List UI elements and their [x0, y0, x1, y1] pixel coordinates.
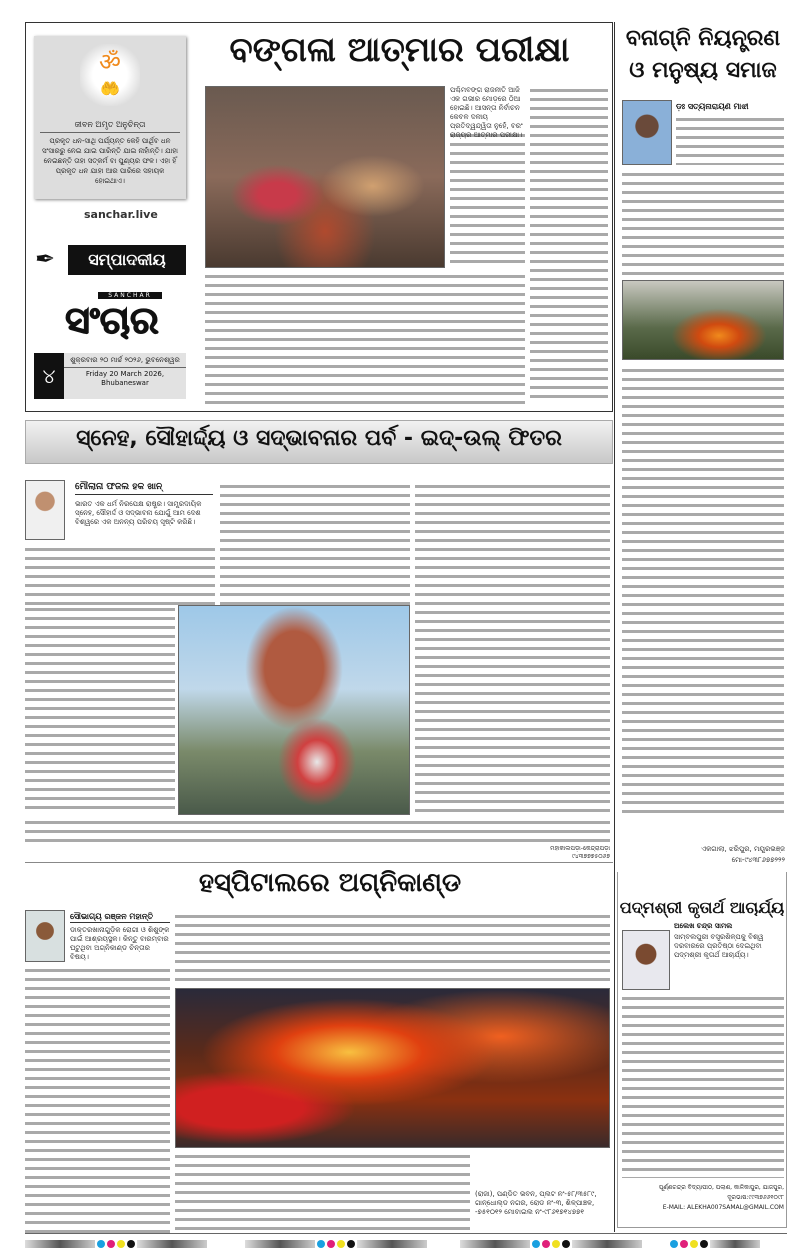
eid-body-1 — [25, 545, 215, 605]
eid-signoff: ମହାକାଲପଡ଼ା-କେନ୍ଦ୍ରାପଡ଼ା — [490, 844, 610, 853]
forest-headline-2: ଓ ମନୁଷ୍ୟ ସମାଜ — [629, 58, 777, 83]
padmashri-signoff: ପୂର୍ଣ୍ଣଚନ୍ଦ୍ର ବିଦ୍ୟାପୀଠ, ପଲାଶ, କାଳିକାପୁର, ଯାଜପୁର, — [622, 1183, 784, 1192]
forest-body-2 — [622, 170, 784, 275]
brand-logo: ସଂଚାର — [65, 298, 159, 342]
color-registration-bar — [670, 1240, 760, 1248]
color-registration-bar — [25, 1240, 207, 1248]
hospital-signoff: (ରାଜା), ପଣ୍ଡିତ ଭବନ, ପ୍ଲଟ ନଂ-୫୮/୩୫୮୯, ଗାନ୍ଧୋଲ୍ଡ ନଗର, ରୋଡ ନଂ-୩, ଶିଳ୍ପାଞ୍ଚଳ, -୭୫୧୦୧୨ ମୋବାଇଲ ନଂ-୯୮୬୧୭୧୪୭୭୧ — [475, 1190, 610, 1238]
padmashri-author-photo — [622, 930, 670, 990]
padmashri-author: ଅଲେଖ ଚନ୍ଦ୍ର ସାମଲ — [674, 922, 733, 930]
maulana-photo — [25, 480, 65, 540]
pen-nib-icon: ✒ — [35, 245, 56, 273]
forest-body-3 — [622, 366, 784, 816]
om-hands-icon: ॐ 🤲 — [80, 44, 140, 106]
hospital-body-2 — [175, 912, 610, 984]
padmashri-email: E-MAIL: ALEKHA007SAMAL@GMAIL.COM — [622, 1203, 784, 1212]
forest-signoff: ଏକଗାଲା, ଝରିପୁର, ମୟୂରଭଞ୍ଜ — [690, 845, 785, 854]
forest-phone: ମୋ-୯୪୩୮୬୭୭୨୨୨ — [690, 856, 785, 865]
date-box — [64, 353, 186, 399]
padmashri-body — [622, 994, 784, 1178]
forest-body — [676, 115, 784, 165]
section-divider — [25, 862, 613, 863]
date-english: Friday 20 March 2026, Bhubaneswar — [85, 370, 165, 387]
color-registration-bar — [460, 1240, 642, 1248]
eid-body-5 — [25, 818, 610, 842]
padmashri-phone: ଦୂରଭାଷ:୯୯୩୭୬୬୧୦୯୮ — [622, 1193, 784, 1202]
eid-phone: ୯୪୩୭୭୭୫୦୬୭ — [490, 852, 610, 861]
hospital-lead: ଡାକ୍ତରଖାନାଗୁଡ଼ିକ ରୋଗୀ ଓ ଶିଶୁଙ୍କ ପାଇଁ ଆଶ୍ରୟସ୍ଥଳ। କିନ୍ତୁ ବାରମ୍ବାର ଘଟୁଥିବା ଅଗ୍ନିକାଣ୍ଡ ଚିନ୍ତାର ବିଷୟ। — [70, 926, 170, 961]
column-divider — [614, 22, 615, 1232]
eid-author: ମୌଲାନା ଫଜଲ ହକ ଖାନ୍ — [75, 482, 213, 495]
brand-small: SANCHAR — [98, 292, 162, 299]
forest-fire-photo — [622, 280, 784, 360]
author-photo — [622, 100, 672, 165]
bengal-headline: ବଙ୍ଗଳା ଆତ୍ମାର ପରୀକ୍ଷା — [229, 30, 570, 70]
section-label: ସମ୍ପାଦକୀୟ — [68, 245, 186, 275]
forest-headline-1: ବନାଗ୍ନି ନିୟନ୍ତ୍ରଣ — [625, 26, 781, 51]
date-odia: ଶୁକ୍ରବାର ୨୦ ମାର୍ଚ୍ଚ ୨୦୨୬, ଭୁବନେଶ୍ୱର — [64, 353, 186, 368]
eid-body-3 — [415, 482, 610, 812]
hospital-body-1 — [25, 966, 170, 1236]
quote-title: ଜୀବନ ଅମୃତ ଅନୁଚିନ୍ତା — [40, 120, 180, 133]
mosque-eid-photo — [178, 605, 410, 815]
padmashri-headline: ପଦ୍ମଶ୍ରୀ କୃତାର୍ଥ ଆଚାର୍ଯ୍ୟ — [619, 898, 785, 917]
hospital-fire-photo — [175, 988, 610, 1148]
eid-body-4 — [25, 605, 175, 813]
hospital-author-photo — [25, 910, 65, 962]
hospital-headline: ହସ୍ପିଟାଲରେ ଅଗ୍ନିକାଣ୍ଡ — [198, 868, 462, 898]
padmashri-lead: ସାମ୍ବଲପୁରୀ ବସ୍ତ୍ରଶିଳ୍ପକୁ ବିଶ୍ୱ ଦରବାରରେ ପ୍ରତିଷ୍ଠା ଦେଇଥିବା ପଦ୍ମଶ୍ରୀ କୃତାର୍ଥ ଆଚାର୍ଯ୍ୟ। — [674, 933, 784, 969]
page-number: ୪ — [34, 353, 64, 399]
eid-headline: ସ୍ନେହ, ସୌହାର୍ଦ୍ଦ୍ୟ ଓ ସଦ୍ଭାବନାର ପର୍ବ - ଇଦ୍-ଉଲ୍ ଫିତର — [76, 426, 562, 451]
color-registration-bar — [245, 1240, 427, 1248]
forest-author: ଡ଼ଃ ସତ୍ୟନାରାୟଣ ମାଝୀ — [676, 102, 749, 111]
bengal-body-bottom — [205, 272, 525, 404]
bottom-rule — [25, 1233, 787, 1234]
voters-queue-photo — [205, 86, 445, 268]
bengal-body-col2 — [530, 86, 608, 404]
bengal-lead: ପଶ୍ଚିମବଙ୍ଗ ରାଜନୀତି ଆଜି ଏକ ଗଭୀର ମୋଡ଼ରେ ଠିଆ ହୋଇଛି। ଆସନ୍ତା ନିର୍ବାଚନ କେବଳ ଦଳୀୟ ପ୍ରତିଦ୍ୱନ୍ଦ୍ୱିତା ନୁହେଁ, ବରଂ ରାଜ୍ୟର ଆତ୍ମାର ପରୀକ୍ଷା। — [450, 86, 525, 131]
hospital-author: ସୌଭାଗ୍ୟ ରଞ୍ଜନ ମହାନ୍ତି — [70, 912, 170, 923]
website-link[interactable]: sanchar.live — [84, 208, 158, 221]
eid-body-2 — [220, 482, 410, 605]
quote-text: ପ୍ରକୃତ ଧନ-ସାଥି ପର୍ଯ୍ୟନ୍ତ କେହି ପାର୍ଥିବ ଧନ ସଂସାରରୁ ନେଇ ଯାଇ ପାରିନ୍ତି ଯାଇ ନାହାଁନ୍ତି। ଯାହା ନେଇଛନ୍ତି ତାହା ସତ୍‌କର୍ମ ବା ପୁଣ୍ୟର ଫଳ। ଏହା ହିଁ ପ୍ରକୃତ ଧନ ଯାହା ଆର ପାରିରେ ସହାୟକ ହୋଇଥାଏ। — [42, 137, 178, 185]
eid-lead: ଭାରତ ଏକ ଧର୍ମ ନିରପେକ୍ଷ ରାଷ୍ଟ୍ର। ସାମ୍ପ୍ରଦାୟିକ ସ୍ନେହ, ସୌହାର୍ଦ୍ଦ ଓ ସଦ୍ଭାବନା ଯୋଗୁଁ ଆମ ଦେଶ ବିଶ୍ୱରେ ଏକ ଅନନ୍ୟ ପରିଚୟ ସୃଷ୍ଟି କରିଛି। — [75, 500, 213, 536]
quote-box — [34, 36, 186, 199]
hospital-body-3 — [175, 1152, 470, 1236]
